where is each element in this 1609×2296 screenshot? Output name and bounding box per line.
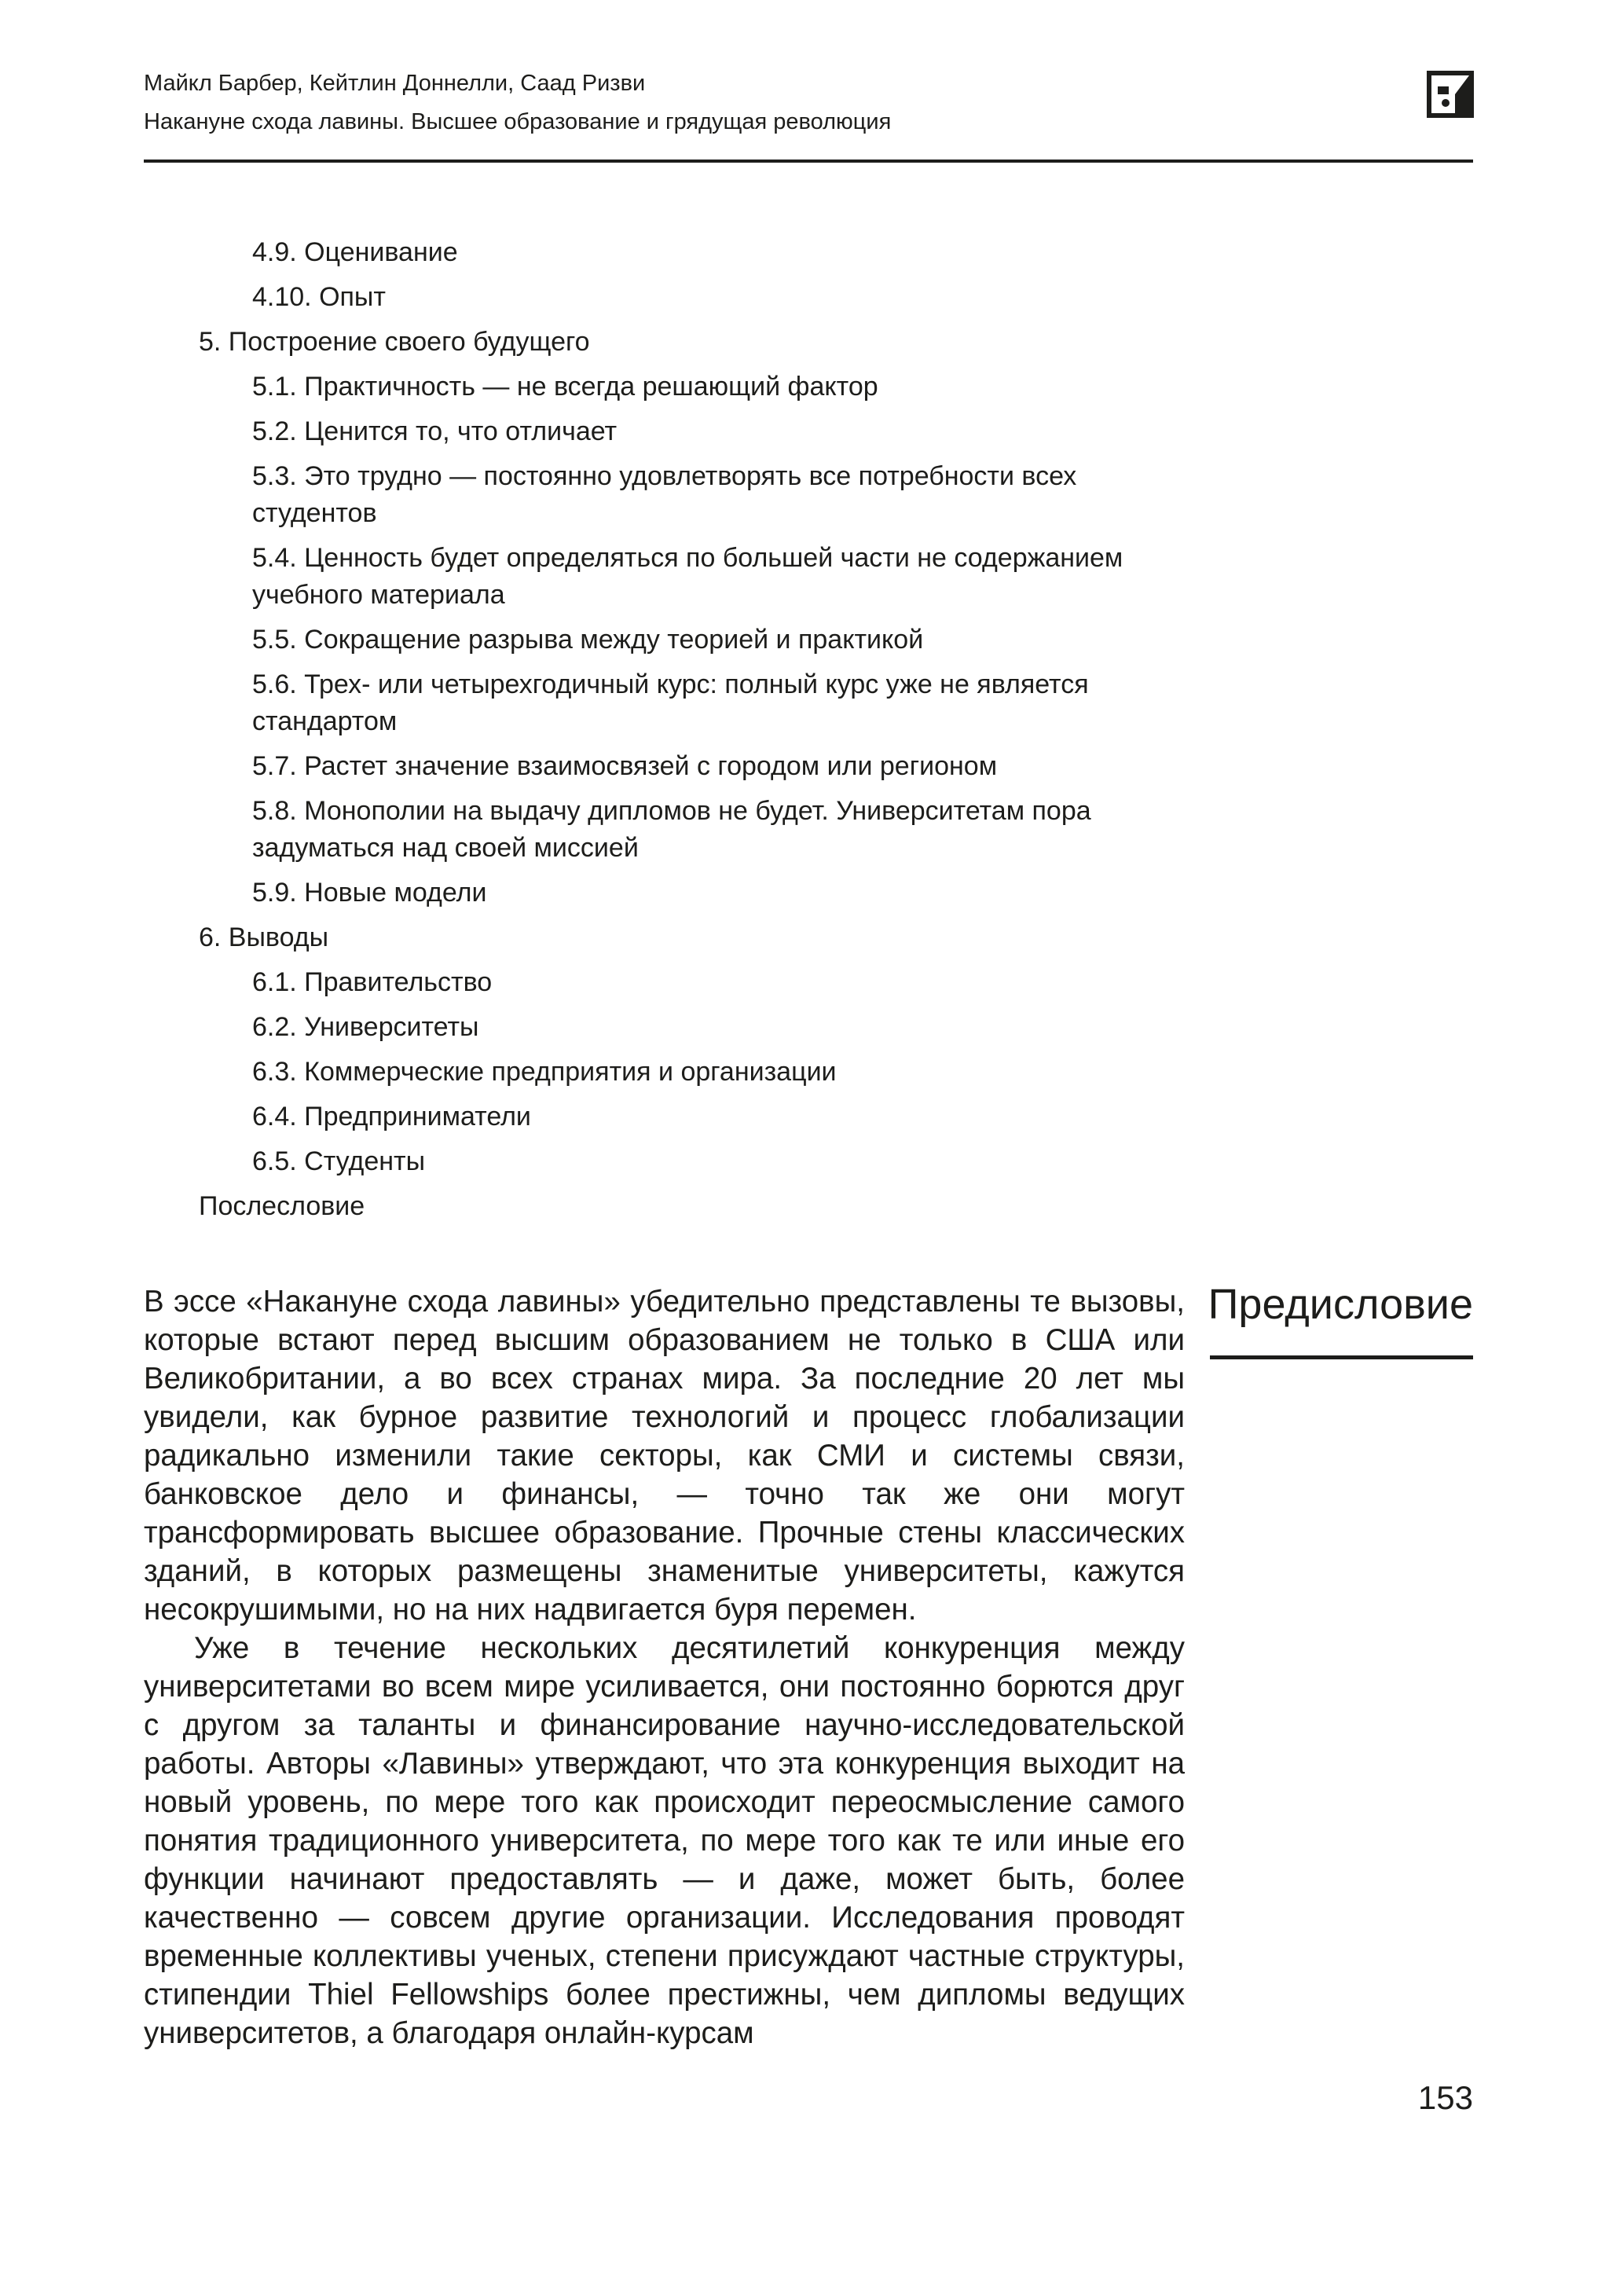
paragraph: Уже в течение нескольких десятилетий конкуренция между университетами во всем мире усиливается, они постоянно борются друг с другом за таланты и финансирование научно-исследовательской работы. Авторы «Лавины» утверждают, что эта конкуренция выходит на новый уровень, по мере того как происходит переосмысление самого понятия традиционного университета, по мере того как те или иные его функции начинают предоставлять — и даже, может быть, более качественно — совсем другие организации. Исследования проводят временные коллективы ученых, степени присуждают частные структуры, стипендии Thiel Fellowships более престижны, чем дипломы ведущих университетов, а благодаря онлайн-курсам [144, 1631, 1185, 2050]
table-of-contents [199, 234, 1197, 1233]
toc-item: 5.6. Трех- или четырехгодичный курс: полный курс уже не является стандартом [252, 669, 1089, 736]
publisher-logo-icon [1427, 71, 1474, 118]
toc-item: 4.9. Оценивание [252, 237, 458, 267]
toc-item: 6.1. Правительство [252, 967, 493, 997]
toc-item: 5.5. Сокращение разрыва между теорией и практикой [252, 625, 924, 655]
toc-item: 6.4. Предприниматели [252, 1102, 531, 1131]
toc-item: 5.3. Это трудно — постоянно удовлетворять все потребности всех студентов [252, 461, 1077, 528]
toc-item: 4.10. Опыт [252, 282, 386, 312]
section-title-underline [1210, 1355, 1473, 1359]
toc-item: 5. Построение своего будущего [199, 327, 590, 357]
toc-item: 6.3. Коммерческие предприятия и организации [252, 1057, 837, 1087]
page-number: 153 [1417, 2079, 1473, 2116]
toc-item: 6. Выводы [199, 922, 329, 952]
toc-item: 6.5. Студенты [252, 1146, 426, 1176]
toc-item: 5.7. Растет значение взаимосвязей с городом или регионом [252, 751, 998, 781]
toc-item: 6.2. Университеты [252, 1012, 479, 1042]
section-title: Предисловие [1208, 1281, 1473, 1328]
header-divider [144, 160, 1473, 163]
header-book-title: Накануне схода лавины. Высшее образование и грядущая революция [144, 109, 892, 134]
toc-item: 5.4. Ценность будет определяться по большей части не содержанием учебного материала [252, 543, 1123, 610]
header-authors: Майкл Барбер, Кейтлин Доннелли, Саад Ризви [144, 71, 646, 96]
running-header [144, 64, 1473, 141]
toc-item: 5.9. Новые модели [252, 878, 487, 908]
toc-item: 5.2. Ценится то, что отличает [252, 416, 618, 446]
body-text [144, 1282, 1185, 2052]
toc-item: Послесловие [199, 1191, 365, 1221]
paragraph: В эссе «Накануне схода лавины» убедительно представлены те вызовы, которые встают перед высшим образованием не только в США или Великобритании, а во всех странах мира. За последние 20 лет мы увидели, как бурное развитие технологий и процесс глобализации радикально изменили такие секторы, как СМИ и системы связи, банковское дело и финансы, — точно так же они могут трансформировать высшее образование. Прочные стены классических зданий, в которых размещены знаменитые университеты, кажутся несокрушимыми, но на них надвигается буря перемен. [144, 1285, 1185, 1627]
toc-item: 5.8. Монополии на выдачу дипломов не будет. Университетам пора задуматься над своей миссией [252, 796, 1091, 863]
toc-item: 5.1. Практичность — не всегда решающий фактор [252, 372, 878, 402]
